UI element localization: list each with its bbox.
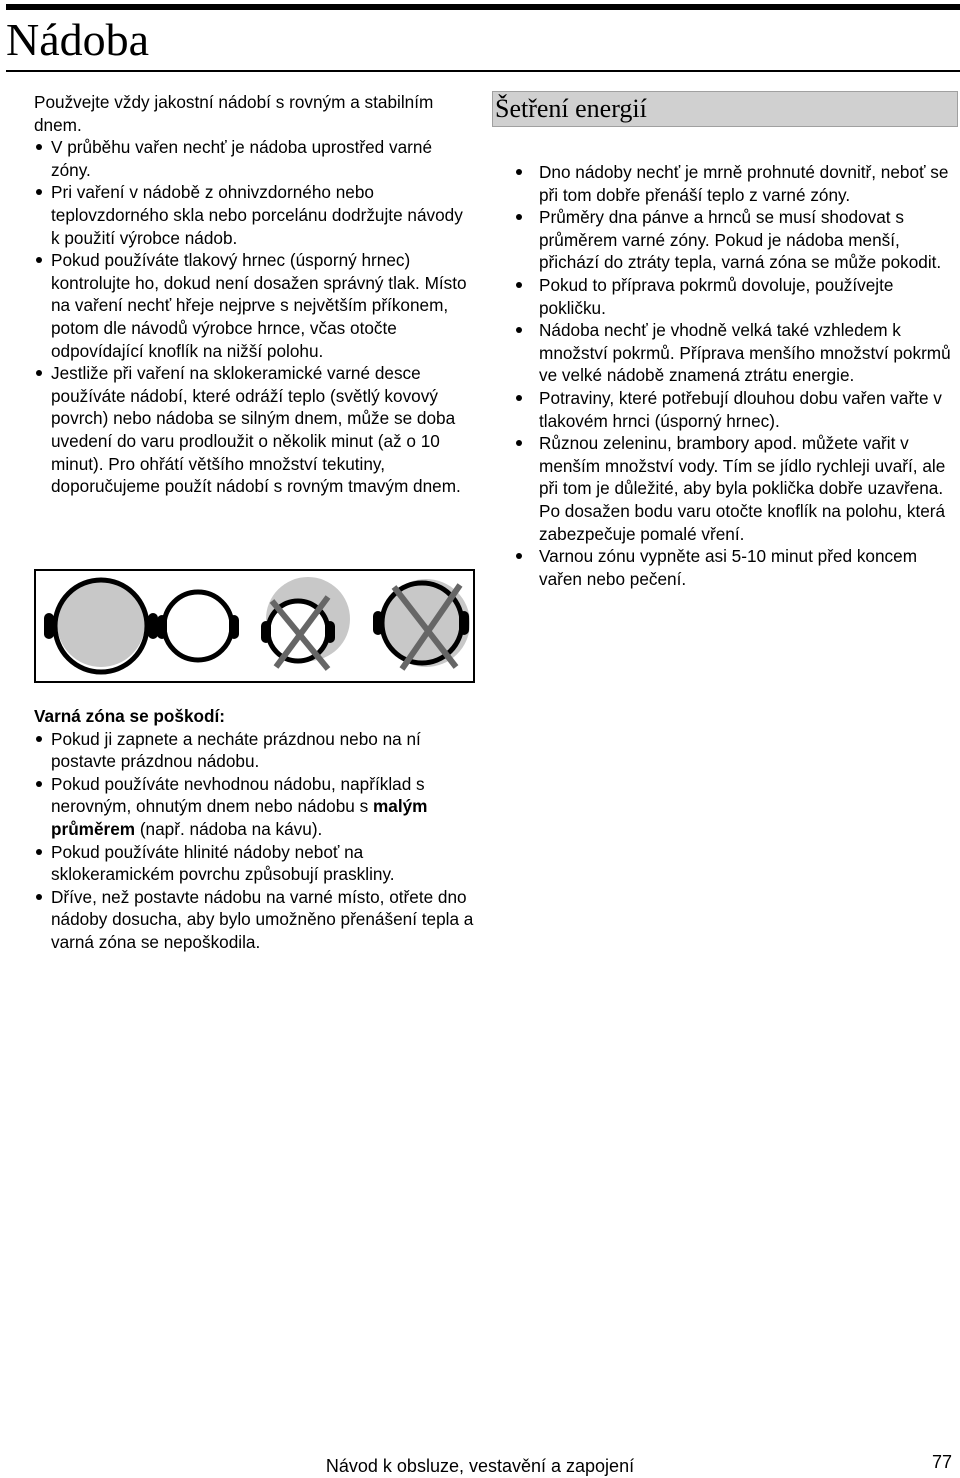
cookware-figure [34, 569, 475, 683]
list-item-bold: malým průměrem [51, 796, 428, 839]
list-item: Nádoba nechť je vhodně velká také vzhledem k množství pokrmů. Příprava menšího množství pokrmů ve velké nádobě znamená ztrátu energie. [492, 319, 958, 387]
list-item: Varnou zónu vypněte asi 5-10 minut před koncem vařen nebo pečení. [492, 545, 958, 590]
list-item-text: Pokud používáte nevhodnou nádobu, například s nerovným, ohnutým dnem nebo nádobu s [51, 773, 425, 817]
pot-correct-icon [44, 579, 158, 672]
list-item: Potraviny, které potřebují dlouhou dobu vařen vařte v tlakovém hrnci (úsporný hrnec). [492, 387, 958, 432]
pot-wrong-small-icon [261, 577, 350, 669]
list-item [34, 773, 474, 841]
list-item: Průměry dna pánve a hrnců se musí shodovat s průměrem varné zóny. Pokud je nádoba menší, přichází do ztráty tepla, varná zóna se může pokodit. [492, 206, 958, 274]
damage-section [34, 705, 474, 954]
footer-text: Návod k obsluze, vestavění a zapojení [325, 1456, 635, 1476]
intro-paragraph: Použvejte vždy jakostní nádobí s rovným a stabilním dnem. [34, 92, 434, 135]
list-item: Různou zeleninu, brambory apod. můžete vařit v menším množství vody. Tím se jídlo rychleji uvaří, ale při tom je důležité, aby byla poklička dobře uzavřena. Po dosažen bodu varu otočte knoflík na polohu, která zabezpečuje pomalé vření. [492, 432, 958, 545]
damage-heading: Varná zóna se poškodí: [34, 706, 226, 726]
pot-wrong-tilted-icon [373, 579, 470, 669]
energy-bullet-list [492, 161, 958, 590]
pot-small-icon [157, 592, 239, 660]
list-item: Pokud ji zapnete a necháte prázdnou nebo na ní postavte prázdnou nádobu. [34, 728, 474, 773]
cookware-illustration [36, 571, 473, 681]
page-title: Nádoba [6, 14, 150, 65]
damage-bullet-list [34, 728, 474, 954]
list-item: Pokud používáte tlakový hrnec (úsporný hrnec) kontrolujte ho, dokud není dosažen správný tlak. Místo na vaření nechť hřeje nejprve s největším příkonem, potom dle návodů výrobce hrnce, včas otočte odpovídající knoflík na nižší polohu. [34, 249, 474, 362]
title-rule [6, 70, 960, 72]
left-column [34, 91, 474, 498]
energy-saving-heading: Šetření energií [492, 91, 958, 127]
left-bullet-list [34, 136, 474, 498]
list-item-tail: (např. nádoba na kávu). [135, 818, 323, 839]
list-item: Dříve, než postavte nádobu na varné místo, otřete dno nádoby dosucha, aby bylo umožněno přenášení tepla a varná zóna se nepoškodila. [34, 886, 474, 954]
list-item: Pokud používáte hlinité nádoby neboť na sklokeramickém povrchu způsobují praskliny. [34, 841, 474, 886]
list-item: Dno nádoby nechť je mrně prohnuté dovnitř, neboť se při tom dobře přenáší teplo z varné zóny. [492, 161, 958, 206]
top-rule [6, 4, 960, 10]
list-item: V průběhu vařen nechť je nádoba uprostřed varné zóny. [34, 136, 474, 181]
list-item: Pokud to příprava pokrmů dovoluje, používejte pokličku. [492, 274, 958, 319]
list-item: Jestliže při vaření na sklokeramické varné desce používáte nádobí, které odráží teplo (světlý kovový povrch) nebo nádoba se silným dnem, může se doba uvedení do varu prodloužit o několik minut (až o 10 minut). Pro ohřátí většího množství tekutiny, doporučujeme použít nádobí s rovným tmavým dnem. [34, 362, 474, 498]
page-number: 77 [932, 1452, 953, 1472]
list-item: Pri vaření v nádobě z ohnivzdorného nebo teplovzdorného skla nebo porcelánu dodržujte návody k použití výrobce nádob. [34, 181, 474, 249]
right-column [492, 91, 958, 590]
